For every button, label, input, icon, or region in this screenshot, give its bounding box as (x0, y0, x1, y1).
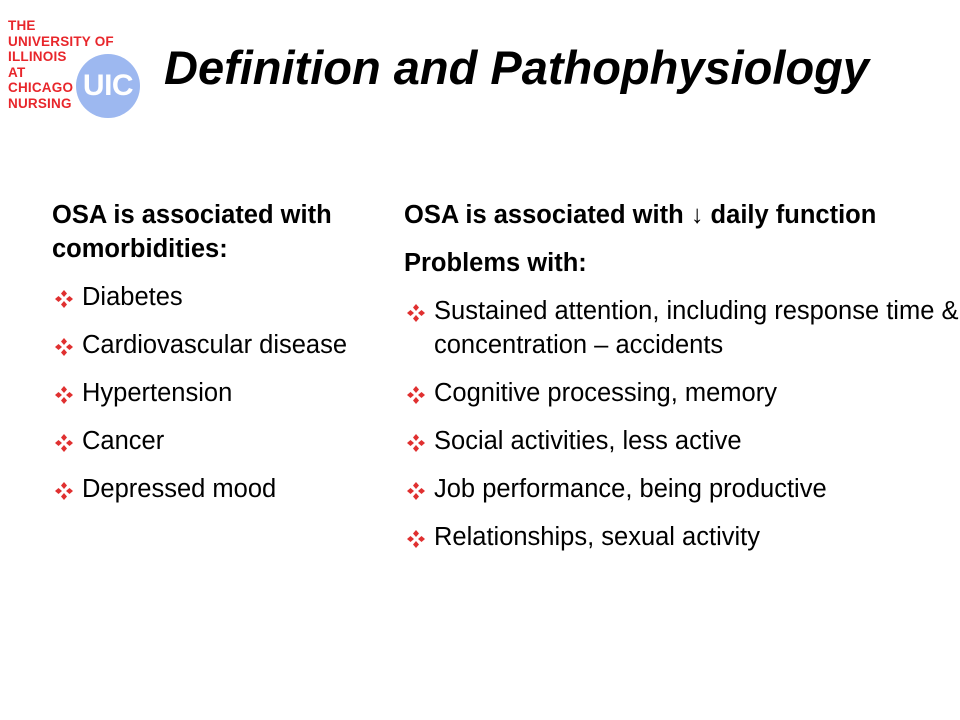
list-item-text: Sustained attention, including response time & concentration – accidents (434, 297, 959, 359)
list-item (404, 376, 960, 410)
list-item (52, 424, 382, 458)
slide-title: Definition and Pathophysiology (164, 41, 869, 94)
logo-line: CHICAGO (8, 80, 74, 95)
diamond-bullet-icon (406, 303, 426, 323)
uic-badge-text: UIC (82, 69, 134, 102)
list-item (404, 294, 960, 362)
diamond-bullet-icon (54, 385, 74, 405)
diamond-bullet-icon (54, 337, 74, 357)
logo-line: THE (8, 18, 36, 33)
left-list (52, 280, 382, 506)
list-item-text: Cardiovascular disease (82, 331, 348, 359)
logo-line: AT (8, 64, 26, 80)
list-item-text: Cancer (82, 427, 165, 455)
list-item (404, 424, 960, 458)
list-item (52, 280, 382, 314)
right-heading: OSA is associated with ↓ daily function (404, 201, 877, 229)
diamond-bullet-icon (406, 529, 426, 549)
list-item (52, 472, 382, 506)
list-item-text: Depressed mood (82, 475, 277, 503)
logo-line: NURSING (8, 95, 72, 111)
list-item-text: Social activities, less active (434, 427, 742, 455)
list-item-text: Relationships, sexual activity (434, 523, 760, 551)
right-list (404, 294, 960, 554)
diamond-bullet-icon (54, 481, 74, 501)
list-item (404, 472, 960, 506)
right-column (404, 198, 960, 568)
list-item-text: Job performance, being productive (434, 475, 827, 503)
list-item (52, 376, 382, 410)
list-item (52, 328, 382, 362)
logo-line: UNIVERSITY OF (8, 33, 114, 49)
list-item-text: Cognitive processing, memory (434, 379, 777, 407)
list-item-text: Hypertension (82, 379, 233, 407)
uic-badge (76, 54, 140, 118)
left-column (52, 198, 382, 520)
left-heading: OSA is associated with comorbidities: (52, 201, 332, 263)
logo-line: ILLINOIS (8, 49, 67, 64)
list-item-text: Diabetes (82, 283, 183, 311)
diamond-bullet-icon (54, 433, 74, 453)
diamond-bullet-icon (54, 289, 74, 309)
diamond-bullet-icon (406, 385, 426, 405)
diamond-bullet-icon (406, 481, 426, 501)
list-item (404, 520, 960, 554)
right-subheading: Problems with: (404, 249, 587, 277)
diamond-bullet-icon (406, 433, 426, 453)
